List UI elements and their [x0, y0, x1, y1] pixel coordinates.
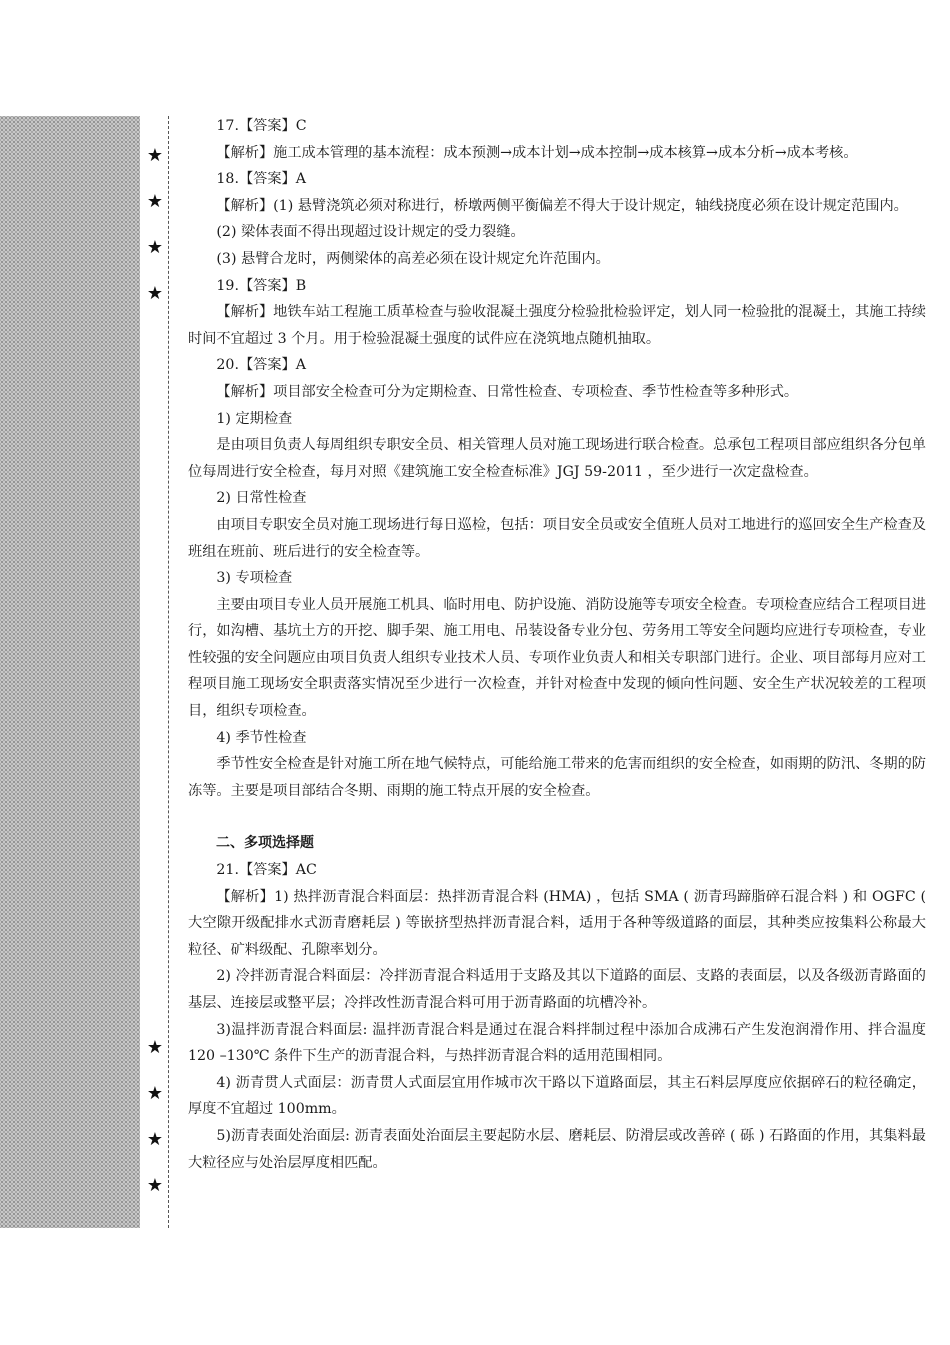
section-heading-multiple-choice: 二、多项选择题: [216, 835, 314, 852]
explanation-21-point-3: 3)温拌沥青混合料面层: 温拌沥青混合料是通过在混合料拌制过程中添加合成沸石产生发泡润滑作用、拌合温度 120 –130℃ 条件下生产的沥青混合料，与热拌沥青混合料的适用范围相同。: [188, 1021, 926, 1065]
star-icon: ★: [146, 1083, 164, 1104]
seasonal-check-text: 季节性安全检查是针对施工所在地气候特点，可能给施工带来的危害而组织的安全检查，如雨期的防汛、冬期的防冻等。主要是项目部结合冬期、雨期的施工特点开展的安全检查。: [188, 756, 926, 799]
daily-check-text: 由项目专职安全员对施工现场进行每日巡检，包括：项目安全员或安全值班人员对工地进行的巡回安全生产检查及班组在班前、班后进行的安全检查等。: [188, 516, 926, 560]
explanation-18: 【解析】(1) 悬臂浇筑必须对称进行，桥墩两侧平衡偏差不得大于设计规定，轴线挠度必须在设计规定范围内。: [216, 197, 908, 214]
explanation-19: 【解析】地铁车站工程施工质革检查与验收混凝土强度分检验批检验评定，划人同一检验批的混凝土，其施工持续时间不宜超过 3 个月。用于检验混凝土强度的试件应在浇筑地点随机抽取。: [188, 304, 926, 347]
section-gap: [188, 804, 926, 830]
subheading-special-check: 3) 专项检查: [216, 570, 293, 587]
star-icon: ★: [146, 1175, 164, 1196]
star-icon: ★: [146, 237, 164, 258]
explanation-18-point-3: (3) 悬臂合龙时，两侧梁体的高差必须在设计规定允许范围内。: [216, 250, 610, 267]
star-icon: ★: [146, 191, 164, 212]
answer-21: 21.【答案】AC: [216, 862, 317, 879]
explanation-21-point-5: 5)沥青表面处治面层: 沥青表面处治面层主要起防水层、磨耗层、防滑层或改善碎 ( 砾 ) 石路面的作用，其集料最大粒径应与处治层厚度相匹配。: [188, 1127, 926, 1171]
explanation-20: 【解析】项目部安全检查可分为定期检查、日常性检查、专项检查、季节性检查等多种形式。: [216, 383, 799, 400]
explanation-18-point-2: (2) 梁体表面不得出现超过设计规定的受力裂缝。: [216, 224, 525, 241]
answer-explanations: [188, 113, 926, 1176]
explanation-21: 【解析】1) 热拌沥青混合料面层：热拌沥青混合料 (HMA) ，包括 SMA ( 沥青玛蹄脂碎石混合料 ) 和 OGFC ( 大空隙开级配排水式沥青磨耗层 ) 等嵌挤型热拌沥青混合料，适用于各种等级道路的面层，其种类应按集料公称最大粒径、矿料级配、孔隙率划分。: [188, 888, 926, 958]
subheading-periodic-check: 1) 定期检查: [216, 410, 293, 427]
explanation-21-point-2: 2) 冷拌沥青混合料面层：冷拌沥青混合料适用于支路及其以下道路的面层、支路的表面层，以及各级沥青路面的基层、连接层或整平层；冷拌改性沥青混合料可用于沥青路面的坑槽冷补。: [188, 968, 926, 1011]
subheading-daily-check: 2) 日常性检查: [216, 490, 307, 507]
answer-20: 20.【答案】A: [216, 357, 306, 374]
dashed-divider: [168, 116, 169, 1228]
star-icon: ★: [146, 145, 164, 166]
explanation-17: 【解析】施工成本管理的基本流程：成本预测→成本计划→成本控制→成本核算→成本分析→成本考核。: [216, 144, 858, 161]
star-icon: ★: [146, 1129, 164, 1150]
special-check-text: 主要由项目专业人员开展施工机具、临时用电、防护设施、消防设施等专项安全检查。专项检查应结合工程项目进行，如沟槽、基坑土方的开挖、脚手架、施工用电、吊装设备专业分包、劳务用工等安全问题均应进行专项检查，专业性较强的安全问题应由项目负责人组织专业技术人员、专项作业负责人和相关专职部门进行。企业、项目部每月应对工程项目施工现场安全职责落实情况至少进行一次检查，并针对检查中发现的倾向性问题、安全生产状况较差的工程项目，组织专项检查。: [188, 596, 926, 720]
decorative-side-strip: [0, 116, 140, 1228]
answer-19: 19.【答案】B: [216, 277, 307, 294]
subheading-seasonal-check: 4) 季节性检查: [216, 729, 307, 746]
star-icon: ★: [146, 283, 164, 304]
star-icon: ★: [146, 1037, 164, 1058]
answer-18: 18.【答案】A: [216, 171, 306, 188]
explanation-21-point-4: 4) 沥青贯人式面层：沥青贯人式面层宜用作城市次干路以下道路面层，其主石料层厚度应依据碎石的粒径确定，厚度不宜超过 100mm。: [188, 1074, 926, 1118]
periodic-check-text: 是由项目负责人每周组织专职安全员、相关管理人员对施工现场进行联合检查。总承包工程项目部应组织各分包单位每周进行安全检查，每月对照《建筑施工安全检查标准》JGJ 59-2011 ，至少进行一次定盘检查。: [188, 437, 926, 480]
answer-17: 17.【答案】C: [216, 118, 307, 134]
